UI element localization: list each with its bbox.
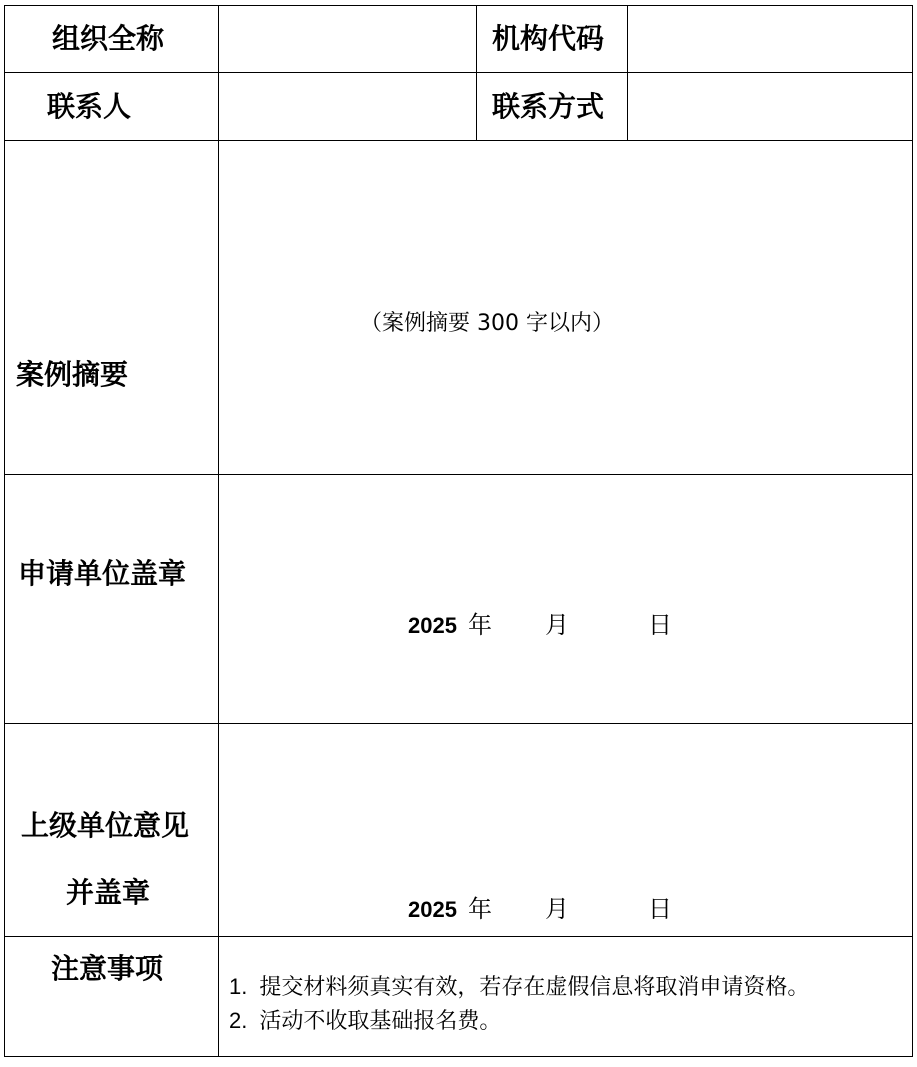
opinion-month-char: 月 [545, 895, 569, 923]
rule-bottom [4, 1056, 913, 1057]
org-name-field[interactable] [219, 6, 476, 72]
org-code-field[interactable] [628, 6, 912, 72]
contact-method-field[interactable] [628, 73, 912, 140]
opinion-year-char: 年 [468, 895, 492, 923]
notes-label: 注意事项 [51, 952, 164, 985]
org-name-label: 组织全称 [52, 22, 165, 55]
rule-right [912, 5, 913, 1057]
contact-method-label: 联系方式 [492, 90, 605, 123]
note-item-1-text: 提交材料须真实有效，若存在虚假信息将取消申请资格。 [259, 975, 810, 1000]
seal-month-char: 月 [545, 611, 569, 639]
rule-opinion-bottom [4, 936, 913, 937]
opinion-year: 2025 [408, 897, 457, 922]
org-code-label: 机构代码 [492, 22, 605, 55]
contact-person-label: 联系人 [47, 90, 132, 123]
note-item-1-num: 1. [229, 974, 248, 999]
contact-person-field[interactable] [219, 73, 476, 140]
seal-year: 2025 [408, 613, 457, 638]
summary-field[interactable] [219, 141, 912, 474]
applicant-seal-label: 申请单位盖章 [18, 557, 187, 590]
seal-day-char: 日 [648, 611, 672, 639]
note-item-2-text: 活动不收取基础报名费。 [259, 1009, 502, 1034]
superior-opinion-label-line1: 上级单位意见 [21, 809, 190, 842]
opinion-day-char: 日 [648, 895, 672, 923]
note-item-2 [229, 1010, 501, 1033]
note-item-2-num: 2. [229, 1008, 248, 1033]
applicant-seal-field[interactable] [219, 475, 912, 723]
summary-hint: （案例摘要 300 字以内） [360, 311, 614, 336]
seal-year-char: 年 [468, 611, 492, 639]
rule-left [4, 5, 5, 1057]
rule-mid-col [476, 5, 477, 141]
summary-label: 案例摘要 [16, 358, 129, 391]
superior-opinion-label-line2: 并盖章 [66, 876, 151, 909]
note-item-1 [229, 976, 809, 999]
